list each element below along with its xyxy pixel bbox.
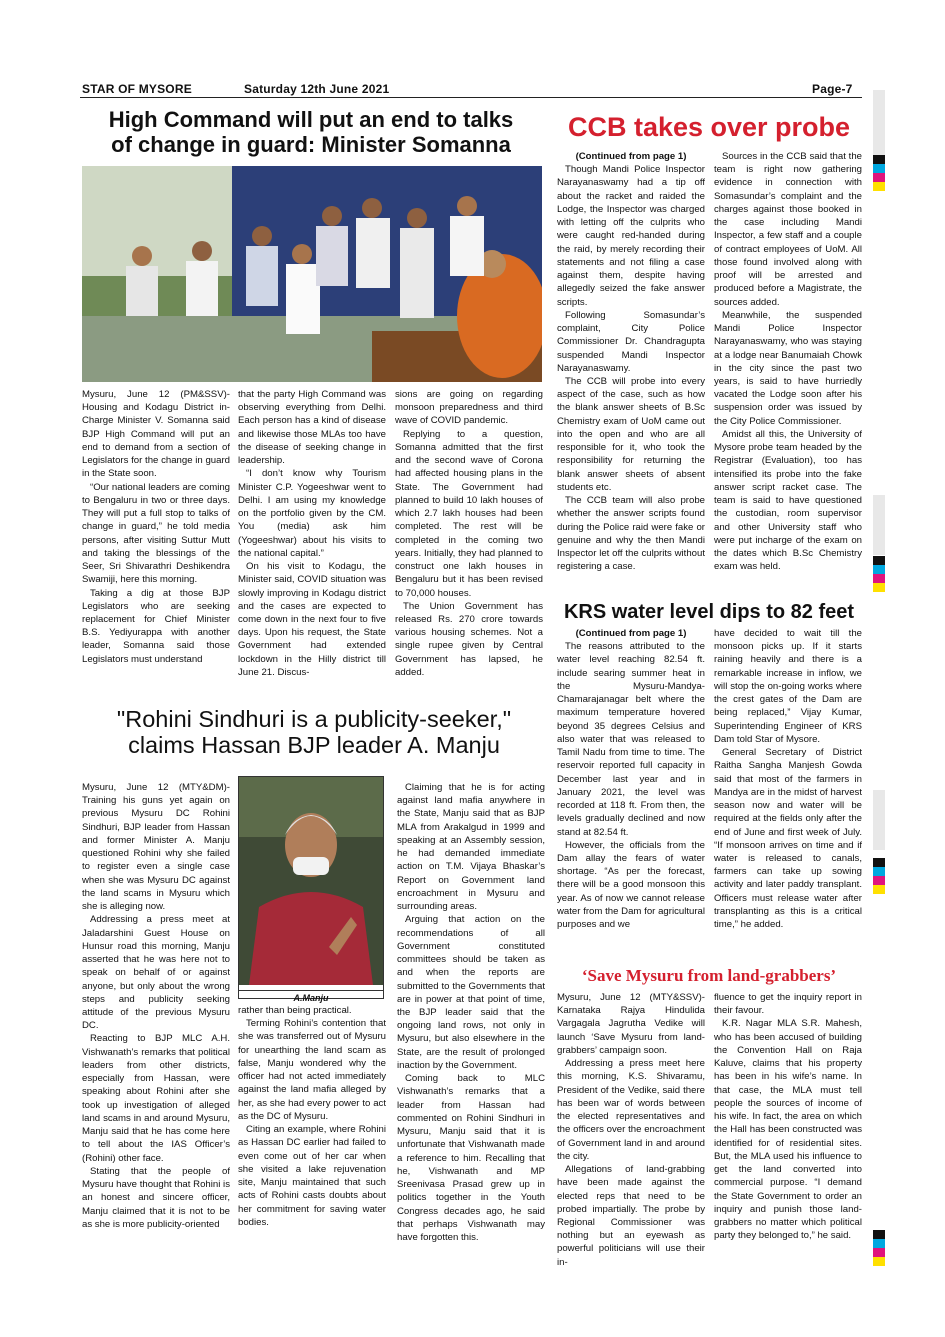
registration-swatch-cyan bbox=[873, 1239, 885, 1248]
paragraph: Addressing a press meet at Jaladarshini Guest House on Hunsur road this morning, Manju asserted that he was here not to speak on behalf of or against anyone, but only about the wrong steps and publicity seeking attitude of the previous Mysuru DC. bbox=[82, 914, 230, 1032]
paragraph: “Our national leaders are coming to Bengaluru in two or three days. They will put a full stop to talks of change in guard,” he told media persons, after visiting Suttur Mutt and taking the blessings of the Seer, Sri Shivarathri Deshikendra Swamiji, here this morning. bbox=[82, 481, 230, 586]
paragraph: sions are going on regarding monsoon preparedness and third wave of COVID pandemic. bbox=[395, 389, 543, 427]
paragraph: Taking a dig at those BJP Legislators who are seeking replacement for Chief Minister B.S. Yediyurappa with another leader, Somanna said those Legislators must understand bbox=[82, 587, 230, 665]
registration-swatch-cyan bbox=[873, 565, 885, 574]
page-number: Page-7 bbox=[812, 82, 853, 96]
story3-headline: KRS water level dips to 82 feet bbox=[563, 601, 855, 623]
story3-column-1 bbox=[557, 627, 705, 962]
story1-headline-line1: High Command will put an end to talks bbox=[108, 107, 514, 132]
registration-swatch-cyan bbox=[873, 867, 885, 876]
header-rule bbox=[80, 97, 862, 98]
registration-swatch-yellow bbox=[873, 583, 885, 592]
paragraph: Coming back to MLC Vishwanath’s remarks that a leader from Hassan had commented on Rohini Sindhuri in Mysuru, Manju said that it is unfortunate that Vishwanath made a reference to him. Recalling that he, Vishwanath and MP Sreenivasa Prasad grew up in politics together in the Youth Congress decades ago, he said that perhaps Vishwanath may have forgotten this. bbox=[397, 1073, 545, 1243]
paragraph: “I don’t know why Tourism Minister C.P. Yogeeshwar went to Delhi. I am using my knowledge on the portfolio given by the CM. You (media) ask him (Yogeeshwar) about his visits to the national capital.” bbox=[238, 468, 386, 559]
paragraph: Replying to a question, Somanna admitted that the first and the second wave of Corona had affected housing plans in the State. The Government had planned to build 10 lakh houses of which 2.7 lakh houses had been completed. The rest will be completed in the coming two years. Initially, they had planned to construct one lakh houses in Bengaluru but it has been revised to 70,000 houses. bbox=[395, 428, 543, 599]
story1-column-3 bbox=[395, 388, 543, 698]
story5-column-1 bbox=[557, 991, 705, 1276]
photo-caption: A.Manju bbox=[239, 990, 383, 1003]
registration-swatch-magenta bbox=[873, 173, 885, 182]
paragraph: Following Somasundar’s complaint, City Police Commissioner Dr. Chandragupta suspended Mandi Inspector Narayanaswamy. bbox=[557, 309, 705, 374]
paragraph: Reacting to BJP MLC A.H. Vishwanath’s remarks that political leaders from other districts, especially from Hassan, were speaking about Rohini after she took up investigation of alleged land scams in and around Mysuru, Manju said that he has come here to tell about the IAS Officer’s (Rohini) other face. bbox=[82, 1033, 230, 1164]
paragraph: that the party High Command was observing everything from Delhi. Each person has a kind of disease and likewise those MLAs too have the disease of seeking change in leadership. bbox=[238, 389, 386, 467]
paragraph: The CCB team will also probe whether the answer scripts found during the Police raid were fake or genuine and why the then Mandi Inspector let off the culprits without registering a case. bbox=[557, 495, 705, 573]
story4-column-1 bbox=[82, 781, 230, 1276]
registration-swatch-yellow bbox=[873, 182, 885, 191]
paragraph: fluence to get the inquiry report in their favour. bbox=[714, 992, 862, 1017]
paragraph: Claiming that he is for acting against land mafia anywhere in the State, Manju said that as BJP MLA from Arakalgud in 1999 and speaking at an Assembly session, he had demanded immediate action on T.M. Vijaya Bhaskar’s Report on Government land encroachment in Mysuru and surrounding areas. bbox=[397, 782, 545, 913]
paragraph: The Union Government has released Rs. 270 crore towards various housing schemes. Not a single rupee given by Central Government has lapsed, he added. bbox=[395, 600, 543, 678]
story2-headline: CCB takes over probe bbox=[567, 112, 851, 142]
continued-note: (Continued from page 1) bbox=[575, 151, 687, 162]
manju-portrait bbox=[239, 777, 383, 985]
registration-swatch-black bbox=[873, 155, 885, 164]
print-margin-strip bbox=[873, 790, 885, 850]
paragraph: rather than being practical. bbox=[238, 1005, 352, 1016]
registration-swatch-magenta bbox=[873, 1248, 885, 1257]
story4-column-2 bbox=[238, 1004, 386, 1276]
paragraph: have decided to wait till the monsoon picks up. If it starts raining heavily and there is a remarkable increase in inflow, we will stop the on-going works where the crest gates of the Dam are being replaced,” Vijay Kumar, Superintending Engineer of KRS Dam told Star of Mysore. bbox=[714, 628, 862, 745]
story1-column-1 bbox=[82, 388, 230, 698]
manju-photo-frame bbox=[238, 776, 384, 1003]
paragraph: Mysuru, June 12 (MTY&SSV)- Karnataka Rajya Hindulida Vargagala Jagrutha Vedike will launch ‘Save Mysuru from land-grabbers’ campaign soon. bbox=[557, 992, 705, 1056]
registration-swatch-yellow bbox=[873, 1257, 885, 1266]
paragraph: Addressing a press meet here this morning, K.S. Shivaramu, President of the Vedike, said there has been war of words between the elected representatives and the officers over the encroachment of Government land in and around the city. bbox=[557, 1058, 705, 1162]
story4-headline-line2: claims Hassan BJP leader A. Manju bbox=[128, 732, 500, 759]
registration-swatch-black bbox=[873, 556, 885, 565]
story4-headline bbox=[80, 706, 548, 759]
paper-name: STAR OF MYSORE bbox=[82, 82, 192, 96]
print-margin-strip bbox=[873, 495, 885, 555]
paragraph: Terming Rohini’s contention that she was transferred out of Mysuru for unearthing the land scam as false, Manju wondered why the officer had not acted immediately against the land mafia alleged by her, as she had every power to act as the DC of Mysuru. bbox=[238, 1018, 386, 1122]
paragraph: Mysuru, June 12 (MTY&DM)- Training his guns yet again on previous Mysuru DC Rohini Sindhuri, BJP leader from Hassan and former Minister A. Manju questioned Rohini why she failed to register even a single case when she was Mysuru DC against the land scams in Mysuru which she is alleging now. bbox=[82, 782, 230, 913]
story1-headline-line2: of change in guard: Minister Somanna bbox=[111, 131, 511, 157]
story4-headline-line1: "Rohini Sindhuri is a publicity-seeker," bbox=[116, 706, 512, 732]
story2-column-1 bbox=[557, 150, 705, 600]
story1-column-2 bbox=[238, 388, 386, 698]
paragraph: Stating that the people of Mysuru have thought that Rohini is an honest and sincere officer, Manju claimed that it is not to be as she is more publicity-oriented bbox=[82, 1165, 230, 1230]
story5-column-2 bbox=[714, 991, 862, 1276]
registration-swatch-magenta bbox=[873, 574, 885, 583]
paragraph: On his visit to Kodagu, the Minister said, COVID situation was slowly improving in Kodagu district and the cases are expected to come down in the next four to five days. Upon his request, the State Government had extended lockdown in the Hilly district till June 21. Discus- bbox=[238, 561, 386, 678]
registration-swatch-black bbox=[873, 858, 885, 867]
continued-note: (Continued from page 1) bbox=[575, 628, 687, 639]
registration-swatch-yellow bbox=[873, 885, 885, 894]
registration-swatch-cyan bbox=[873, 164, 885, 173]
paragraph: The reasons attributed to the water level reaching 82.54 ft. include searing summer heat in the Mysuru-Mandya-Chamarajanagar belt where the maximum temperature hovered beyond 35 degrees Celsius and also water that was released to Tamil Nadu from time to time. The reservoir reported full capacity in December last year and in January 2021, the level was recorded at 118 ft. From then, the levels gradually declined and now stand at 82.54 ft. bbox=[557, 641, 705, 838]
paragraph: Amidst all this, the University of Mysore probe team headed by the Registrar (Evaluation), too has intensified its probe into the fake answer script racket case. The team is said to have questioned the custodian, room supervisor and other University staff who were put incharge of the exam on the dates which B.Sc Chemistry exam was held. bbox=[714, 428, 862, 573]
story4-column-3 bbox=[397, 781, 545, 1276]
paragraph: Arguing that action on the recommendations of all Government constituted committees should be taken as and when the reports are submitted to the Governments that are in power at that point of time, the BJP leader said that the ongoing land rows, not only in Mysuru, but also elsewhere in the State, are the result of prolonged inaction by the Government. bbox=[397, 914, 545, 1071]
issue-date: Saturday 12th June 2021 bbox=[244, 82, 390, 96]
registration-swatch-black bbox=[873, 1230, 885, 1239]
story2-column-2 bbox=[714, 150, 862, 600]
story5-headline: ‘Save Mysuru from land-grabbers’ bbox=[581, 966, 837, 985]
paragraph: General Secretary of District Raitha Sangha Manjesh Gowda said that most of the farmers in Mandya are in the midst of harvest season now and water will be required at the fields only after the end of June and first week of July. “If monsoon arrives on time and if water is released to canals, farmers can take up sowing activity and later paddy transplant. Officers must release water after transplanting as this is a critical time,” he added. bbox=[714, 747, 862, 931]
paragraph: K.R. Nagar MLA S.R. Mahesh, who has been accused of building the Convention Hall on Raja Kaluve, claims that his property has been in his wife’s name. In that case, the MLA must tell people the sources of income of his wife. In fact, the area on which the Hall has been constructed was identified for of residential sites. But, the MLA used his influence to get the land converted into commercial purpose. “I demand the State Government to order an inquiry and punish those land-grabbers no matter which political party they belonged to,” he said. bbox=[714, 1018, 862, 1242]
registration-swatch-magenta bbox=[873, 876, 885, 885]
story3-column-2 bbox=[714, 627, 862, 962]
paragraph: Sources in the CCB said that the team is right now gathering evidence in connection with Somasundar’s complaint and the charges against those booked in the case including Mandi Inspector, a few staff and a couple of contract employees of UoM. All those found involved along with proof will be arrested and produced before a Magistrate, the sources added. bbox=[714, 151, 862, 308]
paragraph: Allegations of land-grabbing have been made against the elected reps that need to be probed impartially. The probe by Regional Commissioner was nothing but an eyewash as powerful politicians will use their in- bbox=[557, 1164, 705, 1268]
paragraph: Citing an example, where Rohini as Hassan DC earlier had failed to even come out of her car when she visited a lake rejuvenation site, Manju maintained that such acts of Rohini casts doubts about her commitment for saving water bodies. bbox=[238, 1124, 386, 1228]
paragraph: Mysuru, June 12 (PM&SSV)- Housing and Kodagu District in-Charge Minister V. Somanna said BJP High Command will put an end to demand from a section of Legislators for the change in guard in the State soon. bbox=[82, 389, 230, 480]
meeting-photo-illustration bbox=[82, 166, 542, 382]
paragraph: Though Mandi Police Inspector Narayanaswamy had a tip off about the racket and raided the Lodge, the Inspector was charged with letting off the culprits who were caught red-handed during the raid, by merely recording their statements and not filing a case against them, despite having allegedly seized the fake answer scripts. bbox=[557, 164, 705, 308]
story1-photo bbox=[82, 166, 542, 382]
paragraph: The CCB will probe into every aspect of the case, such as how the blank answer sheets of B.Sc Chemistry exam of UoM came out into the open and who are all responsible for it, who took the responsibility for returning the blank answer sheets of absent students etc. bbox=[557, 375, 705, 493]
paragraph: Meanwhile, the suspended Mandi Police Inspector Narayanaswamy, who was staying at a lodge near Banumaiah Chowk in the city since the past two years, is said to have hurriedly vacated the Lodge soon after his suspension order was issued by the City Police Commissioner. bbox=[714, 309, 862, 427]
paragraph: However, the officials from the Dam allay the fears of water shortage. “As per the forecast, there will be a good monsoon this year. As of now we cannot release water from the Dam for agricultural purposes and we bbox=[557, 839, 705, 931]
story1-headline bbox=[80, 108, 542, 157]
